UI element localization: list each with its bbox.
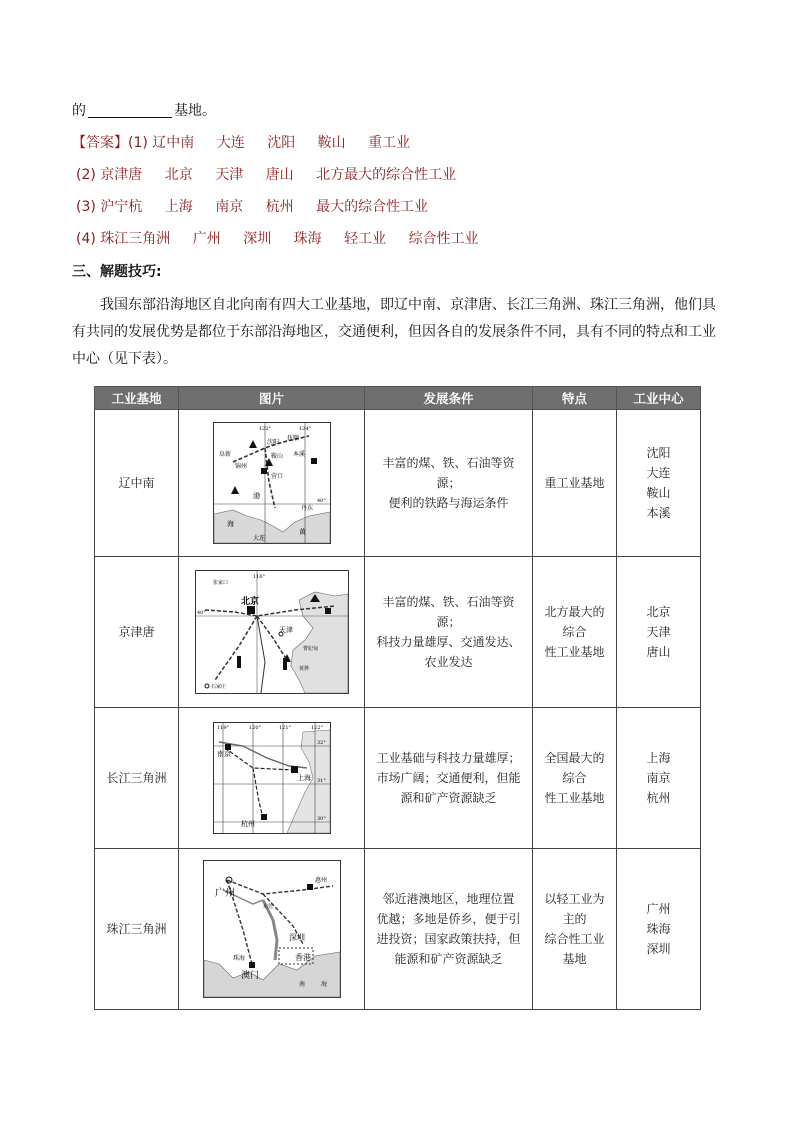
map-label: 122°	[258, 426, 271, 432]
intro-line	[72, 101, 216, 121]
answer-item: 杭州	[265, 199, 294, 215]
center-city: 南京	[646, 771, 671, 785]
answer-blank[interactable]	[88, 103, 172, 118]
answer-item: 综合性工业	[408, 231, 479, 247]
section-title: 三、解题技巧:	[72, 264, 162, 280]
base-name: 辽中南	[95, 410, 179, 557]
table-row	[95, 557, 701, 708]
answer-item: 大连	[216, 135, 245, 151]
condition-line: 进投资；国家政策扶持，但	[376, 932, 521, 946]
map-label: 南	[298, 981, 305, 988]
intro-prefix: 的	[72, 103, 86, 119]
map-label: 120°	[248, 725, 261, 731]
map-label: 黄	[298, 528, 306, 536]
conditions-cell	[365, 708, 533, 849]
base-name: 长江三角洲	[95, 708, 179, 849]
base-name: 京津唐	[95, 557, 179, 708]
map-label: 沈阳	[266, 439, 279, 446]
header-centers: 工业中心	[617, 387, 701, 410]
centers-cell	[617, 557, 701, 708]
map-label: 曹妃甸	[302, 646, 318, 652]
feature-line: 重工业基地	[544, 476, 605, 490]
answer-item: 广州	[192, 231, 221, 247]
center-city: 鞍山	[646, 486, 671, 500]
answer-num: (2)	[76, 167, 96, 183]
center-city: 大连	[646, 466, 671, 480]
map-label: 北京	[240, 597, 259, 607]
answer-item: 北京	[164, 167, 193, 183]
map-label: 珠海	[232, 955, 245, 962]
map-label: 124°	[298, 426, 311, 432]
answer-item: 上海	[164, 199, 193, 215]
map-cell	[179, 410, 365, 557]
condition-line: 能源和矿产资源缺乏	[394, 952, 503, 966]
map-label: 天津	[278, 626, 293, 634]
centers-cell	[617, 849, 701, 1010]
feature-cell	[533, 410, 617, 557]
map-label: 119°	[216, 725, 229, 731]
conditions-cell	[365, 849, 533, 1010]
jingjintang-map	[195, 570, 349, 694]
map-label: 张家口	[212, 580, 228, 586]
condition-line: 工业基础与科技力量雄厚；	[376, 751, 521, 765]
map-label: 121°	[278, 725, 291, 731]
map-label: 南京	[216, 750, 231, 758]
map-label: 东莞	[262, 904, 273, 910]
answer-num: (4)	[76, 231, 96, 247]
condition-line: 邻近港澳地区，地理位置	[382, 892, 515, 906]
answer-item: 天津	[215, 167, 244, 183]
answer-line-1	[72, 133, 410, 153]
answer-label: 【答案】	[72, 135, 128, 151]
industrial-base-table	[94, 386, 701, 1010]
answer-line-4	[76, 229, 479, 249]
table-row	[95, 410, 701, 557]
center-city: 上海	[646, 751, 671, 765]
answer-item: 鞍山	[317, 135, 346, 151]
condition-line: 农业发达	[424, 655, 473, 669]
condition-line: 科技力量雄厚、交通发达、	[376, 635, 521, 649]
answer-item: 珠江三角洲	[100, 231, 171, 247]
answer-item: 唐山	[265, 167, 294, 183]
conditions-cell	[365, 410, 533, 557]
map-label: 锦州	[234, 463, 247, 470]
answer-item: 珠海	[293, 231, 322, 247]
map-label: 122°	[310, 725, 323, 731]
feature-line: 全国最大的综合	[544, 751, 605, 785]
header-conditions: 发展条件	[365, 387, 533, 410]
map-label: 渤	[252, 492, 260, 500]
map-label: 40°	[316, 498, 326, 504]
map-label: 黄骅	[298, 666, 309, 672]
condition-line: 源和矿产资源缺乏	[400, 791, 497, 805]
center-city: 杭州	[646, 791, 671, 805]
answer-item: 辽中南	[152, 135, 195, 151]
liaozhongnan-map	[213, 422, 331, 544]
feature-cell	[533, 849, 617, 1010]
map-label: 香港	[294, 953, 311, 962]
map-label: 抚顺	[286, 435, 299, 442]
centers-cell	[617, 708, 701, 849]
conditions-cell	[365, 557, 533, 708]
table-row	[95, 708, 701, 849]
answer-num: (3)	[76, 199, 96, 215]
map-label: 海	[226, 520, 234, 528]
map-label: 40°	[196, 610, 206, 616]
feature-line: 以轻工业为主的	[544, 892, 605, 926]
condition-line: 便利的铁路与海运条件	[388, 496, 509, 510]
center-city: 唐山	[646, 645, 671, 659]
header-image: 图片	[179, 387, 365, 410]
map-label: 丹东	[300, 505, 313, 512]
center-city: 沈阳	[646, 446, 671, 460]
answer-item: 北方最大的综合性工业	[316, 167, 457, 183]
feature-line: 综合性工业基地	[544, 932, 605, 966]
map-label: 30°	[316, 816, 326, 822]
explanation-paragraph	[72, 292, 724, 373]
map-label: 32°	[316, 740, 326, 746]
feature-line: 北方最大的综合	[544, 605, 605, 639]
header-base: 工业基地	[95, 387, 179, 410]
map-label: 阜新	[218, 451, 231, 458]
map-label: 本溪	[292, 451, 305, 458]
answer-line-2	[76, 165, 456, 185]
condition-line: 优越；多地是侨乡，便于引	[376, 912, 521, 926]
map-label: 营口	[270, 473, 283, 480]
base-name: 珠江三角洲	[95, 849, 179, 1010]
answer-item: 重工业	[368, 135, 411, 151]
map-label: 杭州	[240, 820, 255, 828]
answer-item: 最大的综合性工业	[316, 199, 429, 215]
feature-line: 性工业基地	[544, 791, 605, 805]
condition-line: 丰富的煤、铁、石油等资源；	[382, 595, 515, 629]
answer-item: 轻工业	[344, 231, 387, 247]
zhujiang-delta-map	[203, 860, 341, 998]
paragraph-line: 中心（见下表）。	[72, 351, 177, 367]
answer-item: 深圳	[243, 231, 272, 247]
centers-cell	[617, 410, 701, 557]
feature-line: 性工业基地	[544, 645, 605, 659]
center-city: 北京	[646, 605, 671, 619]
changjiang-delta-map	[213, 722, 331, 834]
map-label: 惠州	[314, 877, 327, 884]
map-label: 海	[320, 981, 327, 988]
map-label: 31°	[316, 778, 326, 784]
map-label: 澳门	[240, 971, 259, 981]
map-cell	[179, 849, 365, 1010]
intro-suffix: 基地。	[174, 103, 216, 119]
center-city: 广州	[646, 902, 671, 916]
map-label: 鞍山	[270, 453, 283, 460]
map-label: 上海	[296, 774, 311, 782]
condition-line: 市场广阔；交通便利，但能	[376, 771, 521, 785]
feature-cell	[533, 557, 617, 708]
paragraph-line: 我国东部沿海地区自北向南有四大工业基地，即辽中南、京津唐、长江三角洲、珠江三角洲，他们具	[100, 297, 716, 313]
map-cell	[179, 708, 365, 849]
answer-num: (1)	[128, 135, 148, 151]
center-city: 本溪	[646, 506, 671, 520]
map-label: 广州	[214, 888, 235, 899]
table-row	[95, 849, 701, 1010]
answer-item: 沪宁杭	[100, 199, 143, 215]
map-label: 116°	[252, 574, 265, 580]
map-label: 石家庄	[210, 684, 226, 690]
feature-cell	[533, 708, 617, 849]
map-cell	[179, 557, 365, 708]
header-feature: 特点	[533, 387, 617, 410]
center-city: 天津	[646, 625, 671, 639]
answer-line-3	[76, 197, 428, 217]
table-header-row	[95, 387, 701, 410]
answer-item: 南京	[215, 199, 244, 215]
map-label: 深圳	[288, 933, 305, 942]
map-label: 大连	[252, 535, 265, 542]
condition-line: 丰富的煤、铁、石油等资源；	[382, 456, 515, 490]
center-city: 珠海	[646, 922, 671, 936]
center-city: 深圳	[646, 942, 671, 956]
paragraph-line: 有共同的发展优势是都位于东部沿海地区，交通便利，但因各自的发展条件不同，具有不同的特点和工业	[72, 324, 716, 340]
answer-item: 京津唐	[100, 167, 143, 183]
answer-item: 沈阳	[267, 135, 296, 151]
